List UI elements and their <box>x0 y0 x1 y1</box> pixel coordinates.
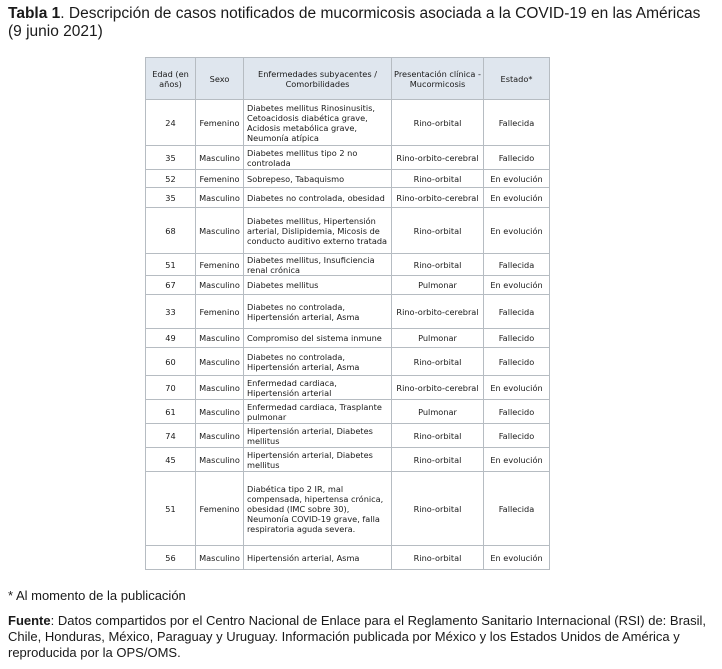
cell-presentacion: Rino-orbital <box>392 424 484 448</box>
cell-sexo: Masculino <box>196 400 244 424</box>
table-row <box>146 546 550 570</box>
cell-sexo: Masculino <box>196 546 244 570</box>
cell-presentacion: Rino-orbito-cerebral <box>392 295 484 329</box>
cell-comorbilidades: Hipertensión arterial, Diabetes mellitus <box>244 424 392 448</box>
table-body <box>146 100 550 570</box>
header-edad: Edad (en años) <box>146 58 196 100</box>
cell-edad: 60 <box>146 348 196 376</box>
footnote: * Al momento de la publicación <box>8 588 186 603</box>
cell-edad: 45 <box>146 448 196 472</box>
table-row <box>146 376 550 400</box>
cell-comorbilidades: Hipertensión arterial, Diabetes mellitus <box>244 448 392 472</box>
cell-estado: En evolución <box>484 208 550 254</box>
table-row <box>146 400 550 424</box>
cell-presentacion: Pulmonar <box>392 400 484 424</box>
cell-edad: 61 <box>146 400 196 424</box>
table-row <box>146 448 550 472</box>
cell-edad: 35 <box>146 188 196 208</box>
table-row <box>146 254 550 276</box>
cell-sexo: Femenino <box>196 100 244 146</box>
cell-presentacion: Rino-orbital <box>392 100 484 146</box>
table-row <box>146 329 550 348</box>
cell-sexo: Masculino <box>196 448 244 472</box>
cell-edad: 56 <box>146 546 196 570</box>
source-text: : Datos compartidos por el Centro Nacional de Enlace para el Reglamento Sanitario Internacional (RSI) de: Brasil, Chile, Honduras, México, Paraguay y Uruguay. Información publicada por México y los Estados Unidos de América y reproducida por la OPS/OMS. <box>8 613 707 660</box>
cell-estado: Fallecida <box>484 295 550 329</box>
table-row <box>146 424 550 448</box>
header-comorbilidades: Enfermedades subyacentes / Comorbilidades <box>244 58 392 100</box>
cell-comorbilidades: Hipertensión arterial, Asma <box>244 546 392 570</box>
table-title-text: . Descripción de casos notificados de mucormicosis asociada a la COVID-19 en las Américas (9 junio 2021) <box>8 5 701 40</box>
table-row <box>146 276 550 295</box>
cell-comorbilidades: Diabetes no controlada, obesidad <box>244 188 392 208</box>
table-title-label: Tabla 1 <box>8 5 61 22</box>
cell-sexo: Masculino <box>196 329 244 348</box>
table-title <box>8 5 716 41</box>
header-estado: Estado* <box>484 58 550 100</box>
cell-comorbilidades: Enfermedad cardiaca, Trasplante pulmonar <box>244 400 392 424</box>
cell-edad: 35 <box>146 146 196 170</box>
cell-presentacion: Rino-orbital <box>392 546 484 570</box>
cell-estado: En evolución <box>484 376 550 400</box>
cell-presentacion: Pulmonar <box>392 276 484 295</box>
table-row <box>146 472 550 546</box>
source-label: Fuente <box>8 613 51 628</box>
header-presentacion: Presentación clínica - Mucormicosis <box>392 58 484 100</box>
cell-comorbilidades: Diabética tipo 2 IR, mal compensada, hipertensa crónica, obesidad (IMC sobre 30), Neumonía COVID-19 grave, falla respiratoria aguda severa. <box>244 472 392 546</box>
cell-comorbilidades: Diabetes mellitus, Insuficiencia renal crónica <box>244 254 392 276</box>
cell-estado: Fallecida <box>484 472 550 546</box>
cell-sexo: Femenino <box>196 254 244 276</box>
cell-edad: 67 <box>146 276 196 295</box>
cell-comorbilidades: Diabetes mellitus tipo 2 no controlada <box>244 146 392 170</box>
table-row <box>146 348 550 376</box>
cell-estado: Fallecido <box>484 146 550 170</box>
cell-edad: 51 <box>146 254 196 276</box>
cell-presentacion: Pulmonar <box>392 329 484 348</box>
cell-sexo: Femenino <box>196 472 244 546</box>
table-row <box>146 146 550 170</box>
cell-presentacion: Rino-orbital <box>392 448 484 472</box>
cell-presentacion: Rino-orbital <box>392 348 484 376</box>
cell-estado: En evolución <box>484 276 550 295</box>
cell-sexo: Masculino <box>196 424 244 448</box>
cell-estado: En evolución <box>484 546 550 570</box>
cases-table <box>145 57 550 570</box>
cell-comorbilidades: Sobrepeso, Tabaquismo <box>244 170 392 188</box>
cell-estado: En evolución <box>484 170 550 188</box>
cell-edad: 74 <box>146 424 196 448</box>
cell-presentacion: Rino-orbital <box>392 208 484 254</box>
cell-comorbilidades: Compromiso del sistema inmune <box>244 329 392 348</box>
cell-estado: Fallecido <box>484 400 550 424</box>
cell-edad: 52 <box>146 170 196 188</box>
cell-edad: 51 <box>146 472 196 546</box>
cell-presentacion: Rino-orbito-cerebral <box>392 376 484 400</box>
cell-presentacion: Rino-orbito-cerebral <box>392 188 484 208</box>
table-row <box>146 100 550 146</box>
cell-estado: Fallecida <box>484 254 550 276</box>
header-sexo: Sexo <box>196 58 244 100</box>
cell-comorbilidades: Diabetes mellitus <box>244 276 392 295</box>
table-header-row <box>146 58 550 100</box>
cell-sexo: Masculino <box>196 376 244 400</box>
cell-sexo: Femenino <box>196 295 244 329</box>
cell-edad: 24 <box>146 100 196 146</box>
cell-presentacion: Rino-orbito-cerebral <box>392 146 484 170</box>
cell-estado: Fallecido <box>484 329 550 348</box>
table-row <box>146 188 550 208</box>
cell-comorbilidades: Diabetes no controlada, Hipertensión arterial, Asma <box>244 295 392 329</box>
cell-sexo: Masculino <box>196 348 244 376</box>
cell-comorbilidades: Diabetes no controlada, Hipertensión arterial, Asma <box>244 348 392 376</box>
table-row <box>146 208 550 254</box>
cell-sexo: Masculino <box>196 276 244 295</box>
cell-edad: 70 <box>146 376 196 400</box>
cell-sexo: Masculino <box>196 188 244 208</box>
cell-presentacion: Rino-orbital <box>392 472 484 546</box>
source-note <box>8 613 718 661</box>
cell-presentacion: Rino-orbital <box>392 170 484 188</box>
cell-edad: 49 <box>146 329 196 348</box>
cell-estado: Fallecida <box>484 100 550 146</box>
cell-estado: Fallecido <box>484 424 550 448</box>
cell-edad: 33 <box>146 295 196 329</box>
cell-presentacion: Rino-orbital <box>392 254 484 276</box>
cell-comorbilidades: Enfermedad cardiaca, Hipertensión arterial <box>244 376 392 400</box>
cell-comorbilidades: Diabetes mellitus Rinosinusitis, Cetoacidosis diabética grave, Acidosis metabólica grave, Neumonía atípica <box>244 100 392 146</box>
cell-comorbilidades: Diabetes mellitus, Hipertensión arterial, Dislipidemia, Micosis de conducto auditivo externo tratada <box>244 208 392 254</box>
cell-sexo: Masculino <box>196 208 244 254</box>
table-row <box>146 170 550 188</box>
cell-estado: Fallecido <box>484 348 550 376</box>
cell-estado: En evolución <box>484 188 550 208</box>
cell-estado: En evolución <box>484 448 550 472</box>
cell-sexo: Masculino <box>196 146 244 170</box>
cell-edad: 68 <box>146 208 196 254</box>
table-row <box>146 295 550 329</box>
cell-sexo: Femenino <box>196 170 244 188</box>
